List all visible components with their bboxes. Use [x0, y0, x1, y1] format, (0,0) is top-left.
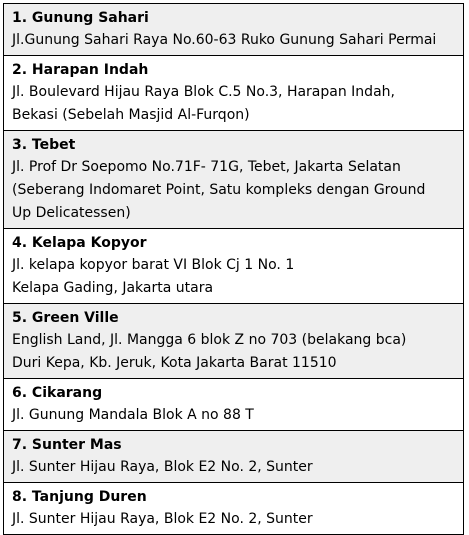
branch-row-tebet [4, 131, 463, 229]
branch-row-sunter-mas [4, 431, 463, 483]
branch-title: 4. Kelapa Kopyor [12, 235, 147, 251]
branch-title: 3. Tebet [12, 137, 76, 153]
branch-address: Jl.Gunung Sahari Raya No.60-63 Ruko Gunung Sahari Permai [12, 32, 437, 48]
branch-address: Jl. Gunung Mandala Blok A no 88 T [12, 407, 254, 423]
branch-title: 7. Sunter Mas [12, 437, 122, 453]
branch-title: 5. Green Ville [12, 310, 119, 326]
branch-address: Jl. Sunter Hijau Raya, Blok E2 No. 2, Sunter [12, 459, 313, 475]
branch-row-tanjung-duren [4, 483, 463, 534]
branch-address: English Land, Jl. Mangga 6 blok Z no 703 (belakang bca) Duri Kepa, Kb. Jeruk, Kota Jakarta Barat 11510 [12, 332, 407, 371]
branch-row-gunung-sahari [4, 4, 463, 56]
branch-title: 2. Harapan Indah [12, 62, 149, 78]
branch-title: 8. Tanjung Duren [12, 489, 147, 505]
branch-address: Jl. Prof Dr Soepomo No.71F- 71G, Tebet, Jakarta Selatan (Seberang Indomaret Point, Satu kompleks dengan Ground Up Delicatessen) [12, 159, 426, 221]
branch-row-cikarang [4, 379, 463, 431]
branch-row-kelapa-kopyor [4, 229, 463, 304]
branch-address-table [3, 3, 464, 535]
branch-address: Jl. Sunter Hijau Raya, Blok E2 No. 2, Sunter [12, 511, 313, 527]
branch-row-harapan-indah [4, 56, 463, 131]
branch-title: 1. Gunung Sahari [12, 10, 149, 26]
branch-address: Jl. kelapa kopyor barat VI Blok Cj 1 No. 1 Kelapa Gading, Jakarta utara [12, 257, 295, 296]
branch-address: Jl. Boulevard Hijau Raya Blok C.5 No.3, Harapan Indah, Bekasi (Sebelah Masjid Al-Furqon) [12, 84, 395, 123]
branch-title: 6. Cikarang [12, 385, 103, 401]
branch-row-green-ville [4, 304, 463, 379]
